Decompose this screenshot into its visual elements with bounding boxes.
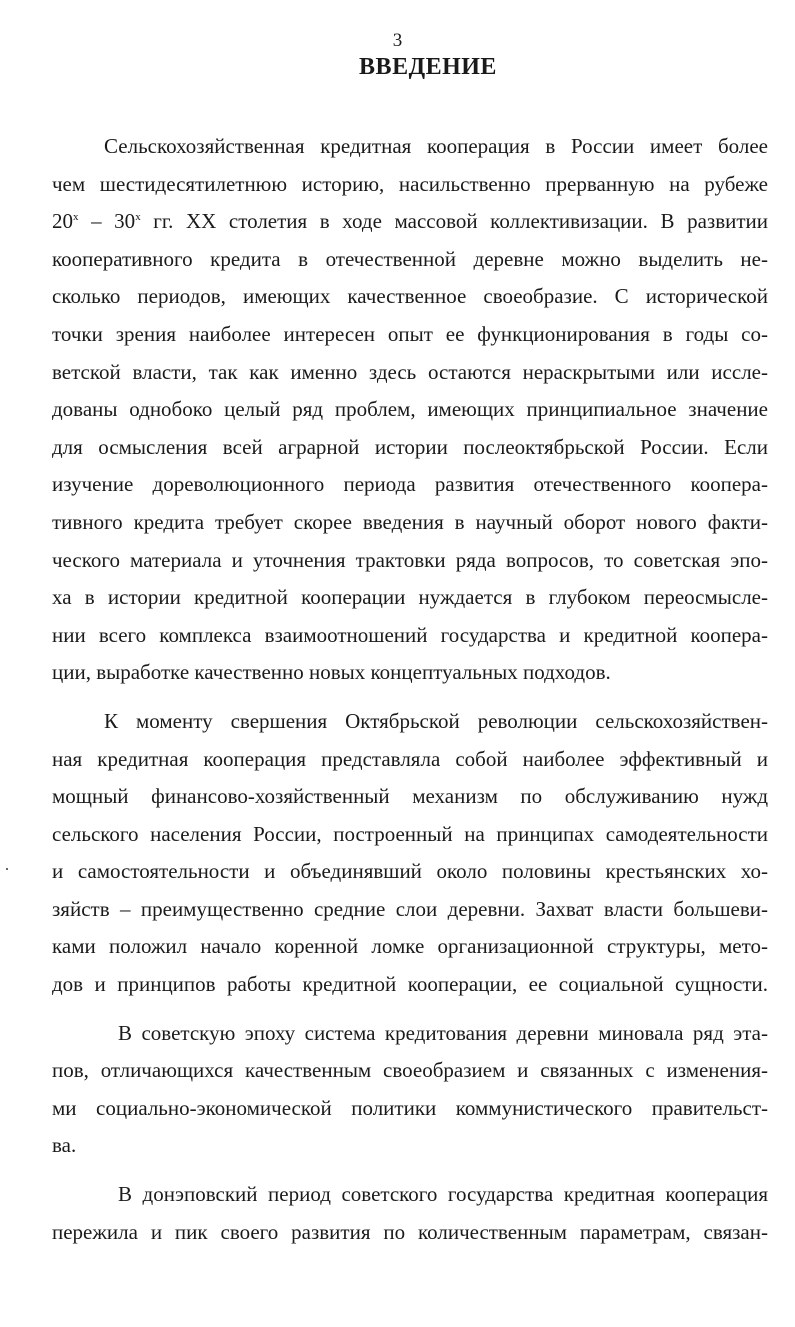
text-line-with-superscripts (52, 203, 768, 241)
text-line: Сельскохозяйственная кредитная кооперация в России имеет более (104, 134, 768, 158)
text-line: тивного кредита требует скорее введения в научный оборот нового факти- (52, 509, 768, 534)
text-line: мощный финансово-хозяйственный механизм по обслуживанию нужд (52, 784, 768, 809)
text-line: точки зрения наиболее интересен опыт ее функционирования в годы со- (52, 321, 768, 346)
superscript: х (135, 211, 141, 224)
text-line: ва. (52, 1133, 77, 1158)
text-segment: 20 (52, 209, 73, 234)
text-line: сколько периодов, имеющих качественное своеобразие. С исторической (52, 284, 768, 309)
page-number: 3 (392, 30, 403, 51)
text-segment: – 30 (78, 209, 136, 234)
paragraph-4 (52, 1176, 768, 1251)
text-line: ции, выработке качественно новых концептуальных подходов. (52, 660, 611, 685)
text-line: для осмысления всей аграрной истории послеоктябрьской России. Если (52, 434, 768, 459)
text-line: В донэповский период советского государства кредитная кооперация (118, 1182, 768, 1207)
text-segment: гг. XX столетия в ходе массовой коллективизации. В развитии (140, 209, 769, 234)
text-line: К моменту свершения Октябрьской революции сельскохозяйствен- (104, 708, 768, 733)
text-line: ветской власти, так как именно здесь остаются нераскрытыми или иссле- (52, 359, 768, 384)
text-line: ха в истории кредитной кооперации нуждается в глубоком переосмысле- (52, 585, 768, 610)
section-heading: ВВЕДЕНИЕ (359, 54, 497, 80)
text-line: чем шестидесятилетнюю историю, насильственно прерванную на рубеже (52, 171, 768, 196)
text-line: изучение дореволюционного периода развития отечественного коопера- (52, 472, 768, 497)
text-line: ная кредитная кооперация представляла собой наиболее эффективный и (52, 746, 768, 771)
text-line: ками положил начало коренной ломке организационной структуры, мето- (52, 934, 768, 959)
text-line: зяйств – преимущественно средние слои деревни. Захват власти большеви- (52, 896, 768, 921)
paragraph-2 (52, 703, 768, 1004)
text-line: и самостоятельности и объединявший около половины крестьянских хо- (52, 859, 768, 884)
text-line: дованы однобоко целый ряд проблем, имеющих принципиальное значение (52, 397, 768, 422)
text-line: дов и принципов работы кредитной кооперации, ее социальной сущности. (52, 972, 768, 997)
paragraph-1 (52, 128, 768, 692)
text-line: В советскую эпоху система кредитования деревни миновала ряд эта- (118, 1020, 768, 1045)
text-line: ческого материала и уточнения трактовки ряда вопросов, то советская эпо- (52, 547, 768, 572)
paragraph-3 (52, 1015, 768, 1165)
text-line: нии всего комплекса взаимоотношений государства и кредитной коопера- (52, 622, 768, 647)
text-line: ми социально-экономической политики коммунистического правительст- (52, 1095, 768, 1120)
body-text (52, 128, 768, 1251)
text-line: сельского населения России, построенный на принципах самодеятельности (52, 821, 768, 846)
scan-artifact (6, 868, 8, 870)
text-line: кооперативного кредита в отечественной деревне можно выделить не- (52, 246, 768, 271)
superscript: х (73, 211, 79, 224)
text-line: пережила и пик своего развития по количественным параметрам, связан- (52, 1219, 768, 1244)
text-line: пов, отличающихся качественным своеобразием и связанных с изменения- (52, 1058, 768, 1083)
